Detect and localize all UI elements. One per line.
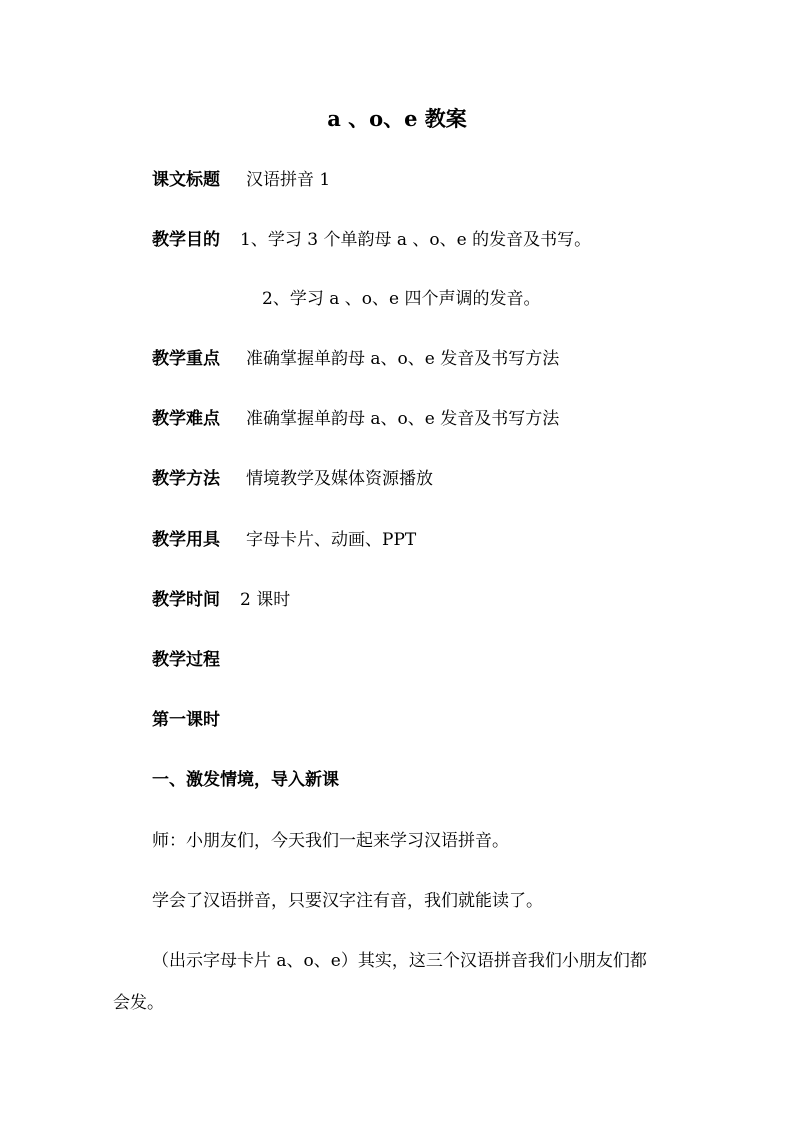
heading-section-one: 一、激发情境，导入新课 — [152, 770, 339, 790]
field-row-objective — [152, 228, 591, 252]
field-label: 教学难点 — [152, 409, 220, 429]
field-value: 字母卡片、动画、PPT — [246, 530, 417, 550]
heading-teaching-process: 教学过程 — [152, 650, 220, 670]
field-label: 教学方法 — [152, 469, 220, 489]
field-label: 教学重点 — [152, 349, 220, 369]
field-label: 课文标题 — [152, 170, 220, 190]
field-row-difficulty — [152, 407, 559, 431]
field-row-tools — [152, 528, 416, 552]
field-value: 1、学习 3 个单韵母 a 、o、e 的发音及书写。 — [240, 230, 592, 250]
paragraph: （出示字母卡片 a、o、e）其实，这三个汉语拼音我们小朋友们都 — [152, 951, 647, 971]
field-row-objective-2 — [262, 287, 540, 311]
paragraph-continuation: 会发。 — [113, 993, 164, 1013]
paragraph: 学会了汉语拼音，只要汉字注有音，我们就能读了。 — [152, 891, 543, 911]
field-value: 准确掌握单韵母 a、o、e 发音及书写方法 — [246, 409, 560, 429]
field-value: 准确掌握单韵母 a、o、e 发音及书写方法 — [246, 349, 560, 369]
field-label: 教学用具 — [152, 530, 220, 550]
field-label: 教学时间 — [152, 590, 220, 610]
field-row-method — [152, 467, 433, 491]
document-title: a 、o、e 教案 — [327, 106, 467, 131]
field-row-key-point — [152, 347, 559, 371]
field-value: 情境教学及媒体资源播放 — [246, 469, 433, 489]
heading-first-lesson: 第一课时 — [152, 710, 220, 730]
field-value: 2 课时 — [240, 590, 291, 610]
field-value: 2、学习 a 、o、e 四个声调的发音。 — [262, 289, 541, 309]
field-label: 教学目的 — [152, 230, 220, 250]
field-row-course-title — [152, 168, 330, 192]
paragraph: 师：小朋友们，今天我们一起来学习汉语拼音。 — [152, 831, 509, 851]
field-row-duration — [152, 588, 290, 612]
field-value: 汉语拼音 1 — [246, 170, 331, 190]
